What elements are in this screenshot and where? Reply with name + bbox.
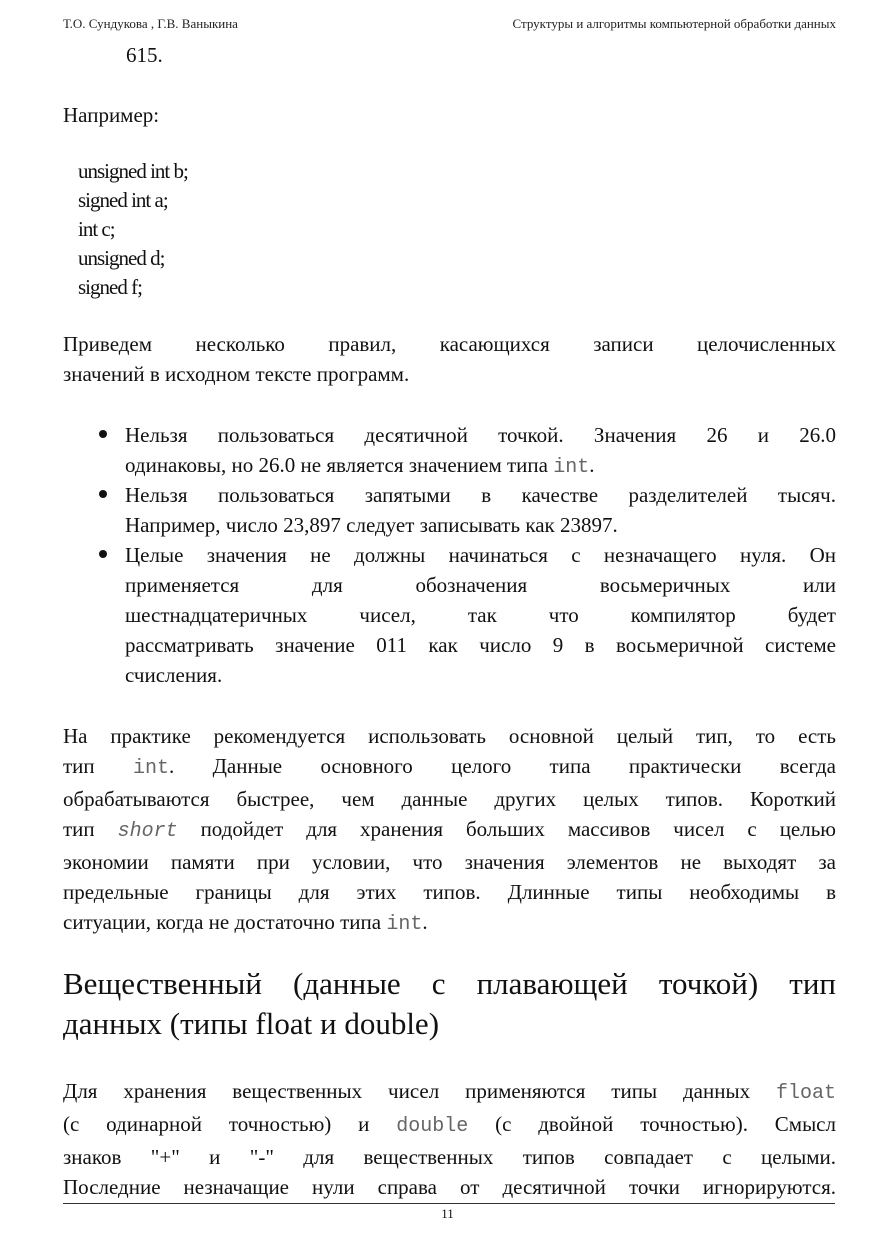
text-line: обрабатываются быстрее, чем данные других целых типов. Короткий <box>63 787 836 811</box>
text-line: тип short подойдет для хранения больших массивов чисел с целью <box>63 817 836 843</box>
text-line: ситуации, когда не достаточно типа int. <box>63 910 428 936</box>
text-line: предельные границы для этих типов. Длинные типы необходимы в <box>63 880 836 904</box>
header-title: Структуры и алгоритмы компьютерной обработки данных <box>512 16 836 31</box>
text-line: На практике рекомендуется использовать основной целый тип, то есть <box>63 724 836 748</box>
code-line: signed int a; <box>78 188 168 212</box>
text-line: знаков "+" и "-" для вещественных типов совпадает с целыми. <box>63 1145 836 1169</box>
text-line: рассматривать значение 011 как число 9 в восьмеричной системе <box>125 633 836 657</box>
code-example <box>78 157 188 302</box>
text-line: Например, число 23,897 следует записывать как 23897. <box>125 513 618 537</box>
text-line: применяется для обозначения восьмеричных или <box>125 573 836 597</box>
text-line: тип int. Данные основного целого типа практически всегда <box>63 754 837 780</box>
paragraph-float-types <box>63 1076 836 1202</box>
paragraph-practice <box>63 721 836 940</box>
text-line: Целые значения не должны начинаться с незначащего нуля. Он <box>125 543 836 567</box>
section-heading <box>63 964 836 1044</box>
bullet-icon <box>99 430 107 438</box>
paragraph-rules-intro <box>63 329 836 389</box>
bullet-icon <box>99 490 107 498</box>
code-int: int <box>132 757 169 780</box>
code-float: float <box>775 1082 836 1105</box>
text-line: значений в исходном тексте программ. <box>63 362 410 386</box>
example-label: Например: <box>63 103 160 127</box>
code-line: int c; <box>78 217 115 241</box>
code-int: int <box>386 913 423 936</box>
text-line: шестнадцатеричных чисел, так что компилятор будет <box>125 603 836 627</box>
code-double: double <box>396 1115 469 1138</box>
code-line: signed f; <box>78 275 142 299</box>
list-item <box>125 480 836 540</box>
header-authors: Т.О. Сундукова , Г.В. Ваныкина <box>63 16 238 31</box>
text-line: Нельзя пользоваться запятыми в качестве разделителей тысяч. <box>125 483 836 507</box>
list-item <box>125 540 836 690</box>
code-line: unsigned d; <box>78 246 165 270</box>
text-line: одинаковы, но 26.0 не является значением типа int. <box>125 453 595 479</box>
list-item <box>125 420 836 483</box>
continued-number: 615. <box>126 43 163 67</box>
heading-line: Вещественный (данные с плавающей точкой) тип <box>63 966 836 1001</box>
text-line: Для хранения вещественных чисел применяются типы данных float <box>63 1079 836 1105</box>
bullet-icon <box>99 550 107 558</box>
text-line: (с одинарной точностью) и double (с двойной точностью). Смысл <box>63 1112 836 1138</box>
heading-line: данных (типы float и double) <box>63 1006 440 1041</box>
text-line: экономии памяти при условии, что значения элементов не выходят за <box>63 850 836 874</box>
text-line: счисления. <box>125 663 223 687</box>
page-number: 11 <box>441 1206 454 1221</box>
code-int: int <box>553 456 590 479</box>
footer-divider <box>63 1203 835 1204</box>
code-short: short <box>117 820 178 843</box>
text-line: Последние незначащие нули справа от десятичной точки игнорируются. <box>63 1175 836 1199</box>
code-line: unsigned int b; <box>78 159 188 183</box>
text-line: Нельзя пользоваться десятичной точкой. Значения 26 и 26.0 <box>125 423 836 447</box>
text-line: Приведем несколько правил, касающихся записи целочисленных <box>63 332 836 356</box>
